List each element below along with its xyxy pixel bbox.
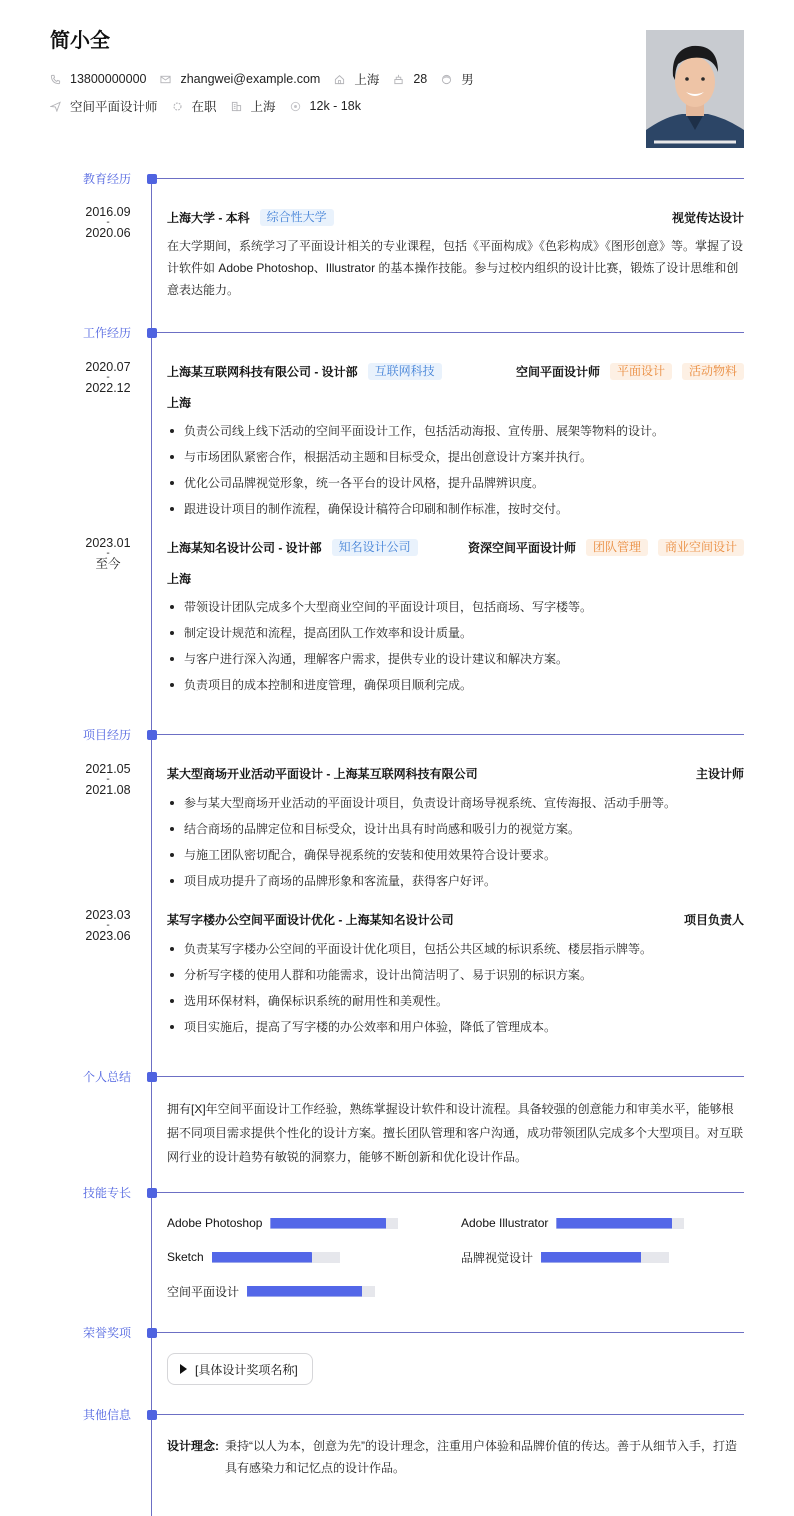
section-awards: [0, 1327, 794, 1341]
section-other: [0, 1409, 794, 1423]
info-home: [334, 70, 379, 88]
status-icon: [172, 101, 183, 112]
section-divider: [157, 332, 744, 333]
education-school: 上海大学 - 本科 综合性大学: [167, 208, 334, 226]
timeline-marker-icon: [147, 1410, 157, 1420]
gender-text: 男: [461, 73, 474, 87]
role-tag: 商业空间设计: [658, 539, 744, 556]
age-text: 28: [413, 72, 428, 86]
list-item: 项目成功提升了商场的品牌形象和客流量，获得客户好评。: [167, 868, 744, 894]
work-duties: [167, 594, 744, 698]
timeline-axis: [151, 178, 152, 1516]
project-details: [167, 790, 744, 894]
other-info-value: 秉持“以人为本，创意为先”的设计理念，注重用户体验和品牌价值的传达。善于从细节入手，打造具有感染力和记忆点的设计作品。: [225, 1439, 737, 1475]
skill-progress-fill: [541, 1252, 641, 1263]
section-title: 技能专长: [83, 1186, 132, 1200]
section-summary: [0, 1071, 794, 1085]
list-item: 带领设计团队完成多个大型商业空间的平面设计项目，包括商场、写字楼等。: [167, 594, 744, 620]
timeline-marker-icon: [147, 1328, 157, 1338]
skill-progress-bar: [212, 1252, 340, 1263]
section-projects: [0, 729, 794, 743]
education-description: 在大学期间，系统学习了平面设计相关的专业课程，包括《平面构成》《色彩构成》《图形创意》等。掌握了设计软件如 Adobe Photoshop、Illustrator 的基本操作技能。参与过校内组织的设计比赛，锻炼了设计思维和创意表达能力。: [167, 239, 744, 297]
resume-header: [50, 28, 744, 153]
mail-icon: [160, 74, 171, 85]
triangle-right-icon: [180, 1364, 187, 1374]
role-tag: 活动物料: [682, 363, 744, 380]
timeline-marker-icon: [147, 1188, 157, 1198]
summary-text: 拥有[X]年空间平面设计工作经验，熟练掌握设计软件和设计流程。具备较强的创意能力和审美水平，能够根据不同项目需求提供个性化的设计方案。擅长团队管理和客户沟通，成功带领团队完成多个大型项目。对互联网行业的设计趋势有敏锐的洞察力，能够不断创新和优化设计作品。: [167, 1102, 744, 1164]
info-gender: [441, 70, 474, 88]
project-title: 某大型商场开业活动平面设计 - 上海某互联网科技有限公司: [167, 766, 478, 781]
section-divider: [157, 1414, 744, 1415]
section-divider: [157, 1076, 744, 1077]
project-title: 某写字楼办公空间平面设计优化 - 上海某知名设计公司: [167, 912, 454, 927]
skill-progress-fill: [247, 1286, 362, 1297]
phone-text: 13800000000: [70, 72, 147, 86]
send-icon: [50, 101, 61, 112]
avatar: [646, 30, 744, 148]
list-item: 负责某写字楼办公空间的平面设计优化项目，包括公共区域的标识系统、楼层指示牌等。: [167, 936, 744, 962]
section-title: 项目经历: [83, 728, 132, 742]
salary-text: 12k - 18k: [309, 99, 361, 113]
role-tag: 团队管理: [586, 539, 648, 556]
work-role: 空间平面设计师 平面设计 活动物料: [516, 362, 744, 380]
list-item: 项目实施后，提高了写字楼的办公效率和用户体验，降低了管理成本。: [167, 1014, 744, 1040]
list-item: 制定设计规范和流程，提高团队工作效率和设计质量。: [167, 620, 744, 646]
skill-item: Adobe Illustrator: [461, 1214, 684, 1232]
school-type-badge: 综合性大学: [260, 209, 334, 226]
email-text: zhangwei@example.com: [180, 72, 321, 86]
skill-item: Adobe Photoshop: [167, 1214, 398, 1232]
work-company: 上海某互联网科技有限公司 - 设计部 互联网科技: [167, 362, 442, 380]
work-role: 资深空间平面设计师 团队管理 商业空间设计: [468, 538, 744, 556]
list-item: 与客户进行深入沟通，理解客户需求，提供专业的设计建议和解决方案。: [167, 646, 744, 672]
skill-progress-fill: [270, 1218, 385, 1229]
section-divider: [157, 178, 744, 179]
skill-item: Sketch: [167, 1248, 340, 1266]
timeline-marker-icon: [147, 730, 157, 740]
award-label: [具体设计奖项名称]: [195, 1362, 298, 1377]
candidate-name: 简小全: [50, 30, 110, 52]
skill-progress-bar: [247, 1286, 375, 1297]
project-date: 2021.05 - 2021.08: [85, 762, 131, 797]
list-item: 与施工团队密切配合，确保导视系统的安装和使用效果符合设计要求。: [167, 842, 744, 868]
list-item: 分析写字楼的使用人群和功能需求，设计出简洁明了、易于识别的标识方案。: [167, 962, 744, 988]
building-icon: [231, 101, 242, 112]
gender-icon: [441, 74, 452, 85]
skill-progress-fill: [556, 1218, 671, 1229]
info-status: [172, 97, 217, 115]
section-divider: [157, 734, 744, 735]
position-text: 空间平面设计师: [70, 100, 158, 114]
section-title: 工作经历: [83, 326, 132, 340]
role-tag: 平面设计: [610, 363, 672, 380]
industry-badge: 知名设计公司: [332, 539, 418, 556]
phone-icon: [50, 74, 61, 85]
info-age: [393, 72, 427, 86]
list-item: 选用环保材料，确保标识系统的耐用性和美观性。: [167, 988, 744, 1014]
home-text: 上海: [354, 73, 380, 87]
other-info-key: 设计理念:: [167, 1439, 219, 1453]
industry-badge: 互联网科技: [368, 363, 442, 380]
work-date: 2020.07 - 2022.12: [85, 360, 131, 395]
project-details: [167, 936, 744, 1040]
section-title: 教育经历: [83, 172, 132, 186]
work-duties: [167, 418, 744, 522]
skill-progress-bar: [270, 1218, 398, 1229]
skill-item: 品牌视觉设计: [461, 1248, 669, 1266]
info-phone: [50, 72, 146, 86]
project-role: 项目负责人: [683, 912, 744, 927]
project-date: 2023.03 - 2023.06: [85, 908, 131, 943]
work-location: 上海: [167, 572, 192, 586]
section-title: 个人总结: [83, 1070, 132, 1084]
section-education: [0, 173, 794, 187]
contact-row: [50, 70, 488, 88]
list-item: 优化公司品牌视觉形象，统一各平台的设计风格，提升品牌辨识度。: [167, 470, 744, 496]
status-text: 在职: [191, 100, 217, 114]
skill-item: 空间平面设计: [167, 1282, 375, 1300]
education-major: 视觉传达设计: [671, 210, 744, 225]
list-item: 与市场团队紧密合作，根据活动主题和目标受众，提出创意设计方案并执行。: [167, 444, 744, 470]
info-salary: [290, 99, 361, 113]
info-city: [231, 97, 276, 115]
job-intent-row: [50, 97, 375, 115]
skill-progress-fill: [212, 1252, 312, 1263]
work-location: 上海: [167, 396, 192, 410]
list-item: 参与某大型商场开业活动的平面设计项目，负责设计商场导视系统、宣传海报、活动手册等。: [167, 790, 744, 816]
info-email: [160, 72, 320, 86]
timeline-marker-icon: [147, 174, 157, 184]
list-item: 跟进设计项目的制作流程，确保设计稿符合印刷和制作标准，按时交付。: [167, 496, 744, 522]
section-divider: [157, 1332, 744, 1333]
list-item: 结合商场的品牌定位和目标受众，设计出具有时尚感和吸引力的视觉方案。: [167, 816, 744, 842]
skill-progress-bar: [541, 1252, 669, 1263]
list-item: 负责项目的成本控制和进度管理，确保项目顺利完成。: [167, 672, 744, 698]
age-icon: [393, 74, 404, 85]
section-title: 其他信息: [83, 1408, 132, 1422]
info-position: [50, 97, 158, 115]
award-toggle-button[interactable]: [167, 1353, 313, 1385]
skill-progress-bar: [556, 1218, 684, 1229]
salary-icon: [290, 101, 301, 112]
timeline-marker-icon: [147, 328, 157, 338]
project-role: 主设计师: [695, 766, 744, 781]
section-title: 荣誉奖项: [83, 1326, 132, 1340]
section-skills: [0, 1187, 794, 1201]
home-icon: [334, 74, 345, 85]
timeline-marker-icon: [147, 1072, 157, 1082]
work-company: 上海某知名设计公司 - 设计部 知名设计公司: [167, 538, 418, 556]
other-info: [167, 1435, 744, 1479]
list-item: 负责公司线上线下活动的空间平面设计工作，包括活动海报、宣传册、展架等物料的设计。: [167, 418, 744, 444]
education-date: 2016.09 - 2020.06: [85, 205, 131, 240]
city-text: 上海: [250, 100, 276, 114]
section-work: [0, 327, 794, 341]
work-date: 2023.01 - 至今: [85, 536, 131, 571]
section-divider: [157, 1192, 744, 1193]
